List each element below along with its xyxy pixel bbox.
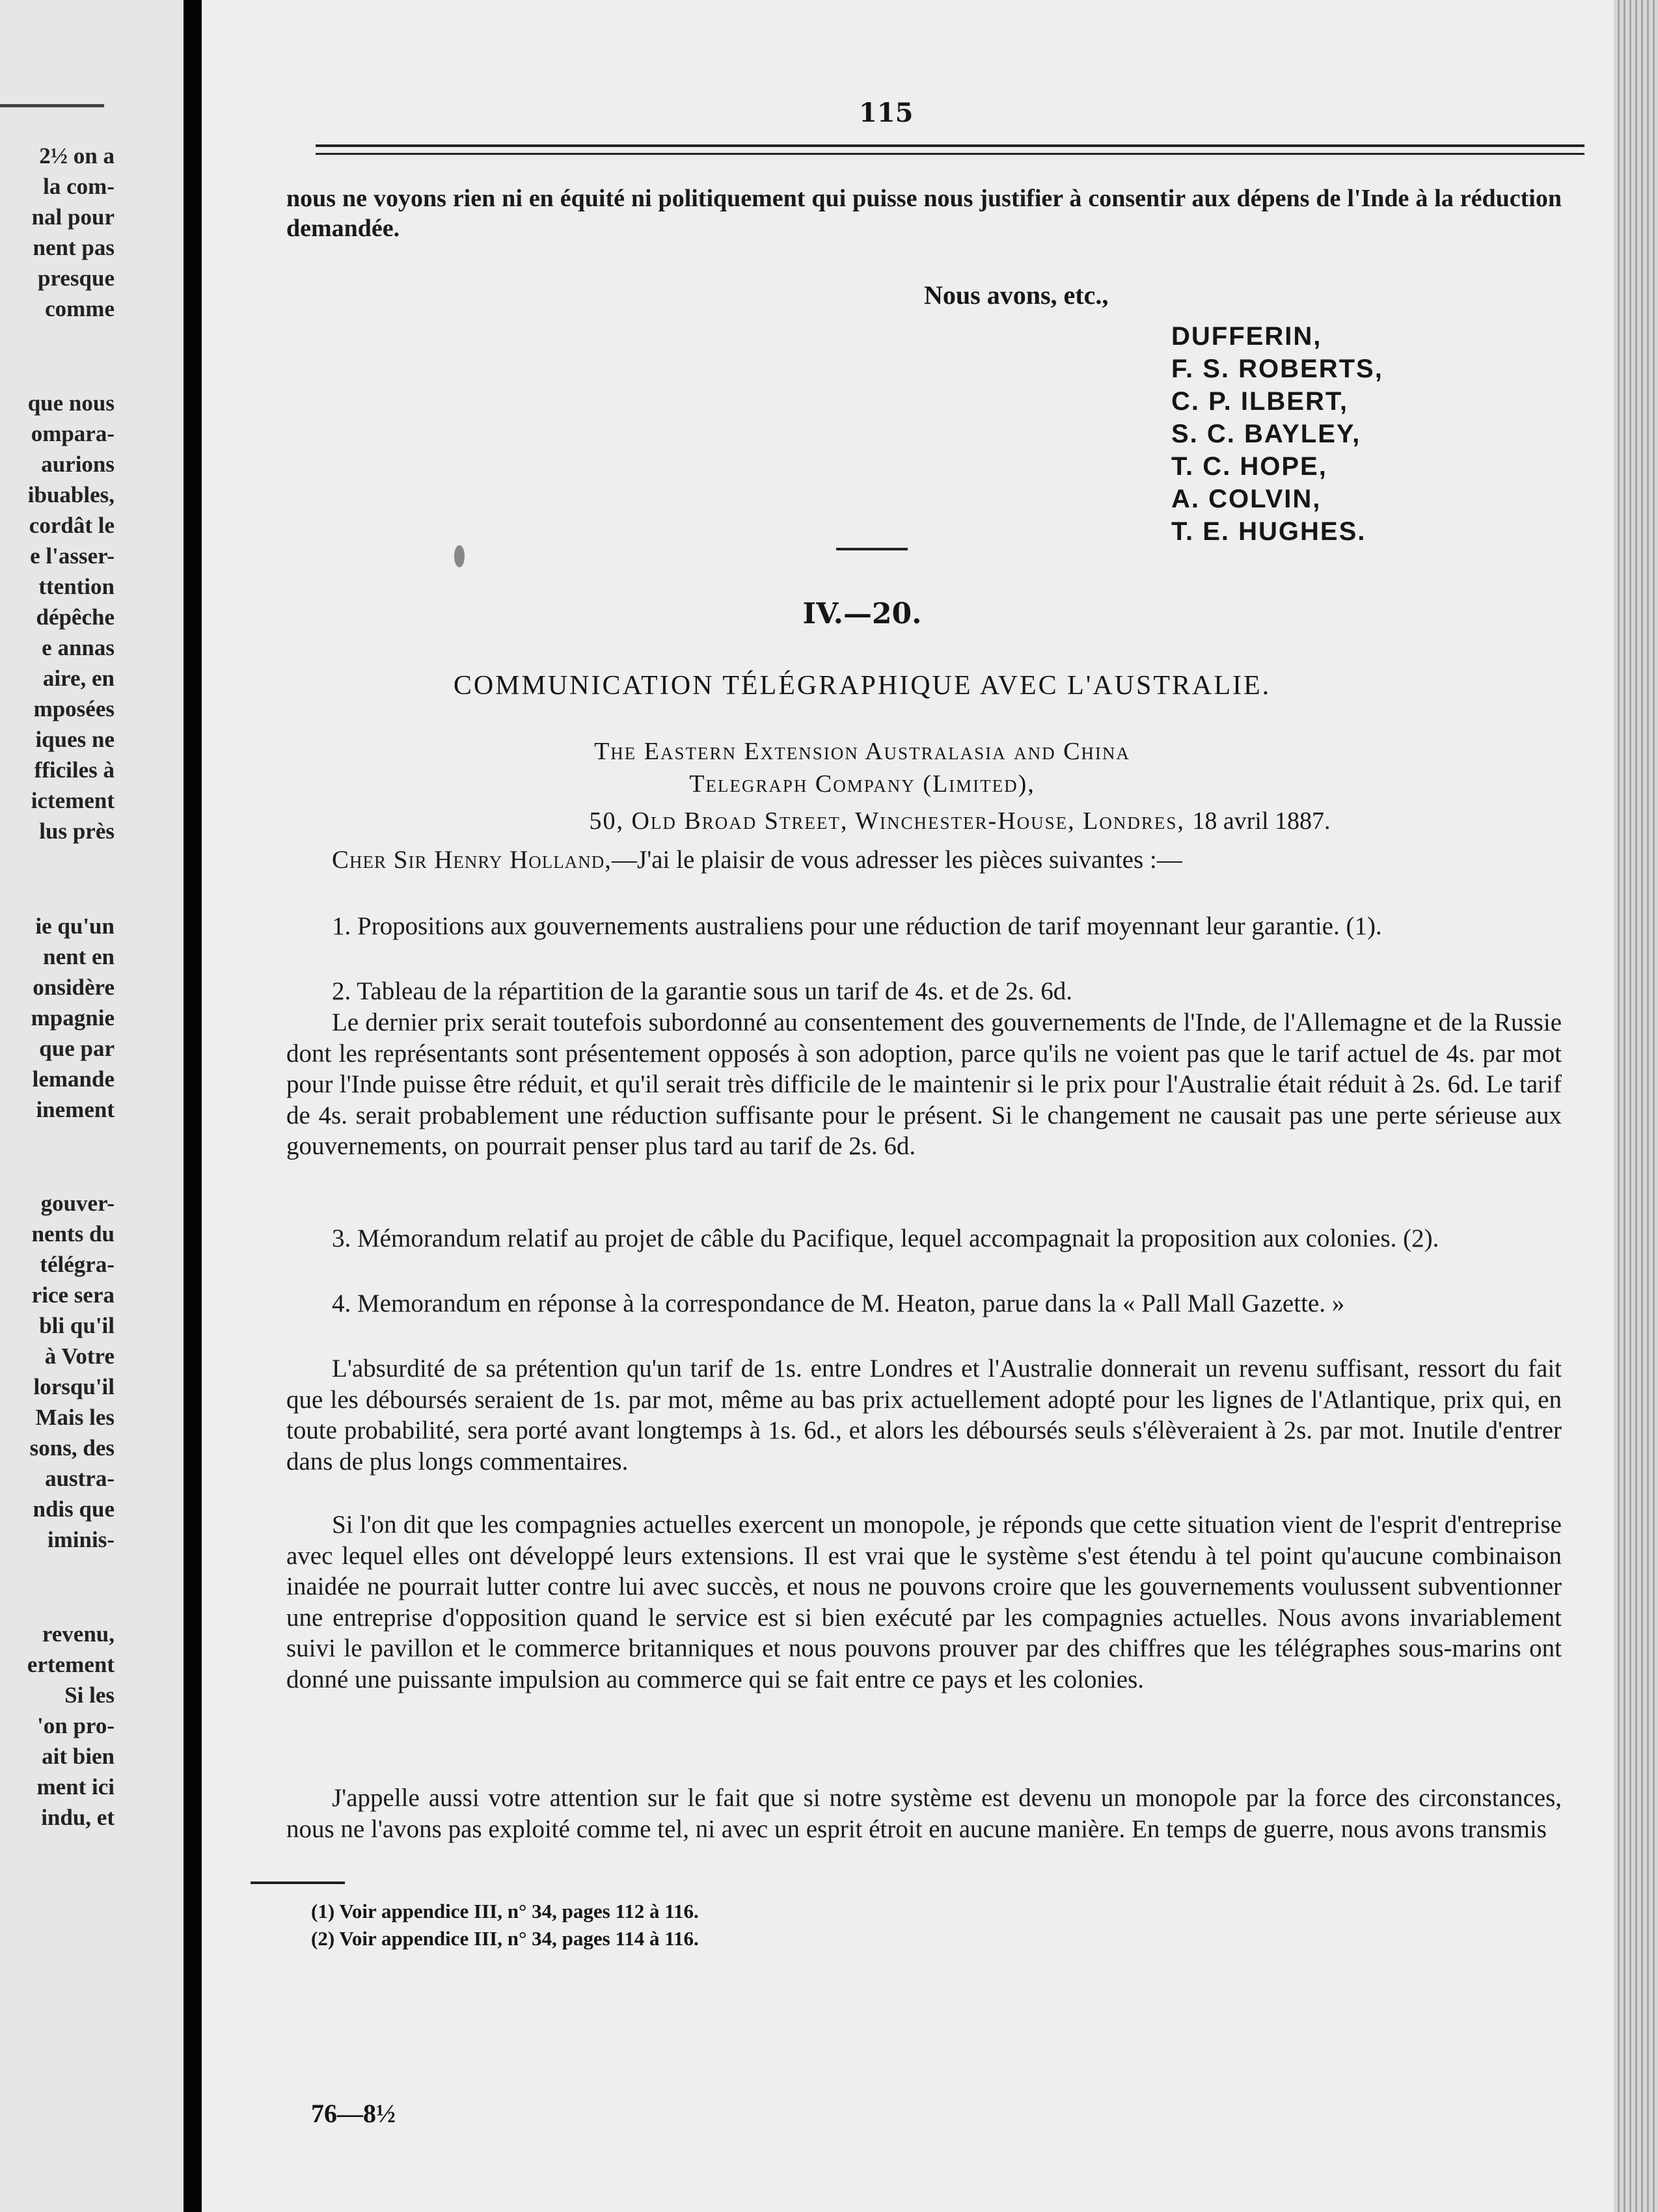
left-page-fragment: e l'asser- [30, 543, 115, 569]
enclosure-item-2: 2. Tableau de la répartition de la garantie sous un tarif de 4s. et de 2s. 6d. [332, 977, 1073, 1005]
left-page-fragment: iminis- [47, 1527, 115, 1552]
left-page-fragment: onsidère [33, 975, 115, 1000]
left-page-fragment: iques ne [35, 727, 115, 752]
signature-block [1171, 320, 1383, 548]
left-page-fragment: bli qu'il [39, 1313, 115, 1338]
left-page-fragment: ie qu'un [35, 913, 115, 939]
signatory: A. COLVIN, [1171, 485, 1322, 513]
paragraph-absurdity: L'absurdité de sa prétention qu'un tarif de 1s. entre Londres et l'Australie donnerait un revenu suffisant, ressort du fait que les déboursés seraient de 1s. par mot, même au bas prix actuellement adopté pour les lignes de l'Atlantique, prix qui, en toute probabilité, sera porté avant longtemps à 1s. 6d., et alors les déboursés seuls s'élèveraient à 2s. par mot. Inutile d'entrer dans de plus longs commentaires. [286, 1355, 1562, 1476]
section-separator [836, 548, 908, 550]
left-page-fragment: inement [36, 1097, 115, 1122]
printer-signature-mark: 76—8½ [311, 2099, 396, 2128]
book-gutter [183, 0, 202, 2212]
left-page-fragment: nents du [31, 1221, 115, 1247]
left-facing-page [0, 0, 183, 2212]
enclosure-item-1: 1. Propositions aux gouvernements australiens pour une réduction de tarif moyennant leur garantie. (1). [332, 912, 1382, 940]
signatory: DUFFERIN, [1171, 322, 1322, 351]
footnote-2: (2) Voir appendice III, n° 34, pages 114 à 116. [311, 1927, 699, 1950]
footnote-rule [251, 1882, 345, 1884]
ink-blot [454, 545, 465, 567]
left-page-fragment: revenu, [42, 1621, 115, 1647]
signatory: T. E. HUGHES. [1171, 517, 1366, 546]
left-page-fragment: cordât le [29, 513, 115, 538]
left-page-fragment: fficiles à [34, 757, 115, 783]
left-page-fragment: ibuables, [27, 482, 115, 507]
letter-date: 18 avril 1887. [1192, 807, 1331, 835]
document-page [202, 0, 1614, 2212]
paragraph-attention: J'appelle aussi votre attention sur le fait que si notre système est devenu un monopole par la force des circonstances, nous ne l'avons pas exploité comme tel, ni avec un esprit étroit en aucune manière. En temps de guerre, nous avons transmis [286, 1784, 1562, 1843]
page-number: 115 [859, 98, 914, 128]
sender-address [299, 807, 1614, 835]
left-page-fragment: ttention [38, 574, 115, 599]
left-page-fragment: rice sera [31, 1282, 115, 1308]
continuation-paragraph: nous ne voyons rien ni en équité ni politiquement qui puisse nous justifier à consentir aux dépens de l'Inde à la réduction demandée. [286, 185, 1562, 243]
left-page-fragment: indu, et [41, 1805, 115, 1830]
left-page-fragment: ertement [27, 1652, 115, 1677]
signatory: S. C. BAYLEY, [1171, 420, 1361, 448]
enclosure-item-4: 4. Memorandum en réponse à la correspondance de M. Heaton, parue dans la « Pall Mall Gazette. » [332, 1289, 1345, 1317]
left-page-fragment: 'on pro- [37, 1713, 115, 1738]
left-page-rule [0, 104, 104, 107]
left-page-fragment: comme [45, 296, 115, 321]
intro-text: —J'ai le plaisir de vous adresser les pièces suivantes :— [612, 846, 1182, 874]
left-page-fragment: que par [39, 1036, 115, 1061]
left-page-fragment: nal pour [31, 204, 115, 230]
left-page-fragment: lorsqu'il [33, 1374, 115, 1399]
left-page-fragment: lus près [39, 818, 115, 844]
left-page-fragment: télégra- [40, 1252, 115, 1277]
left-page-fragment: austra- [45, 1466, 115, 1491]
left-page-fragment: lemande [32, 1066, 115, 1092]
left-page-fragment: ment ici [36, 1774, 115, 1800]
page-stack-edge [1614, 0, 1658, 2212]
sender-line: Telegraph Company (Limited), [689, 770, 1035, 798]
salutation: Cher Sir Henry Holland, [332, 846, 612, 874]
closing-formula: Nous avons, etc., [924, 280, 1109, 310]
signatory: F. S. ROBERTS, [1171, 355, 1383, 383]
left-page-fragment: mposées [33, 696, 115, 722]
left-page-fragment: aire, en [42, 666, 115, 691]
left-page-fragment: à Votre [44, 1343, 115, 1369]
left-page-fragment: nent pas [33, 235, 115, 260]
header-rule [316, 144, 1584, 155]
enclosure-item-2-detail: Le dernier prix serait toutefois subordonné au consentement des gouvernements de l'Inde, de l'Allemagne et de la Russie dont les représentants sont présentement opposés à son adoption, parce qu'ils ne voient pas que le tarif actuel de 4s. par mot pour l'Inde puisse être réduit, et qu'il serait très difficile de le maintenir si le prix pour l'Australie était réduit à 2s. 6d. Le tarif de 4s. serait probablement une réduction suffisante pour le présent. Si le changement ne causait pas une perte sérieuse aux gouvernements, on pourrait penser plus tard au tarif de 2s. 6d. [286, 1008, 1562, 1161]
salutation-paragraph [286, 844, 1562, 876]
left-page-fragment: Si les [64, 1682, 115, 1708]
left-page-fragment: ait bien [42, 1744, 115, 1769]
left-page-fragment: que nous [27, 390, 115, 416]
left-page-fragment: mpagnie [31, 1005, 115, 1031]
signatory: C. P. ILBERT, [1171, 387, 1348, 416]
left-page-fragment: e annas [42, 635, 115, 660]
signatory: T. C. HOPE, [1171, 452, 1327, 481]
left-page-fragment: gouver- [40, 1191, 115, 1216]
sender-address-text: 50, Old Broad Street, Winchester-House, Londres, [589, 807, 1185, 835]
left-page-fragment: sons, des [29, 1435, 115, 1461]
left-page-fragment: ompara- [31, 421, 115, 446]
left-page-fragment: aurions [41, 452, 115, 477]
left-page-fragment: ndis que [33, 1496, 115, 1522]
paragraph-monopoly: Si l'on dit que les compagnies actuelles exercent un monopole, je réponds que cette situation vient de l'esprit d'entreprise avec lequel elles ont développé leurs extensions. Il est vrai que le système s'est étendu à tel point qu'aucune combinaison inaidée ne pourrait lutter contre lui avec succès, et nous ne pouvons croire que les gouvernements voulussent subventionner une entreprise d'opposition quand le service est si bien exécuté par les compagnies actuelles. Nous avons invariablement suivi le pavillon et le commerce britanniques et nous pouvons prouver par des chiffres que les télégraphes sous-marins ont donné une puissante impulsion au commerce qui se fait entre ce pays et les colonies. [286, 1511, 1562, 1693]
left-page-fragment: dépêche [36, 604, 115, 630]
left-page-fragment: nent en [43, 944, 115, 969]
section-title: COMMUNICATION TÉLÉGRAPHIQUE AVEC L'AUSTRALIE. [453, 671, 1271, 701]
left-page-fragment: la com- [43, 174, 115, 199]
left-page-fragment: Mais les [35, 1405, 115, 1430]
enclosure-item-3: 3. Mémorandum relatif au projet de câble du Pacifique, lequel accompagnait la proposition aux colonies. (2). [332, 1224, 1439, 1252]
left-page-fragment: ictement [31, 788, 115, 813]
left-page-fragment: presque [38, 265, 115, 291]
sender-line: The Eastern Extension Australasia and China [594, 738, 1130, 765]
left-page-fragment: 2½ on a [39, 143, 115, 169]
footnote-1: (1) Voir appendice III, n° 34, pages 112 à 116. [311, 1900, 699, 1922]
section-number: IV.—20. [802, 597, 922, 630]
